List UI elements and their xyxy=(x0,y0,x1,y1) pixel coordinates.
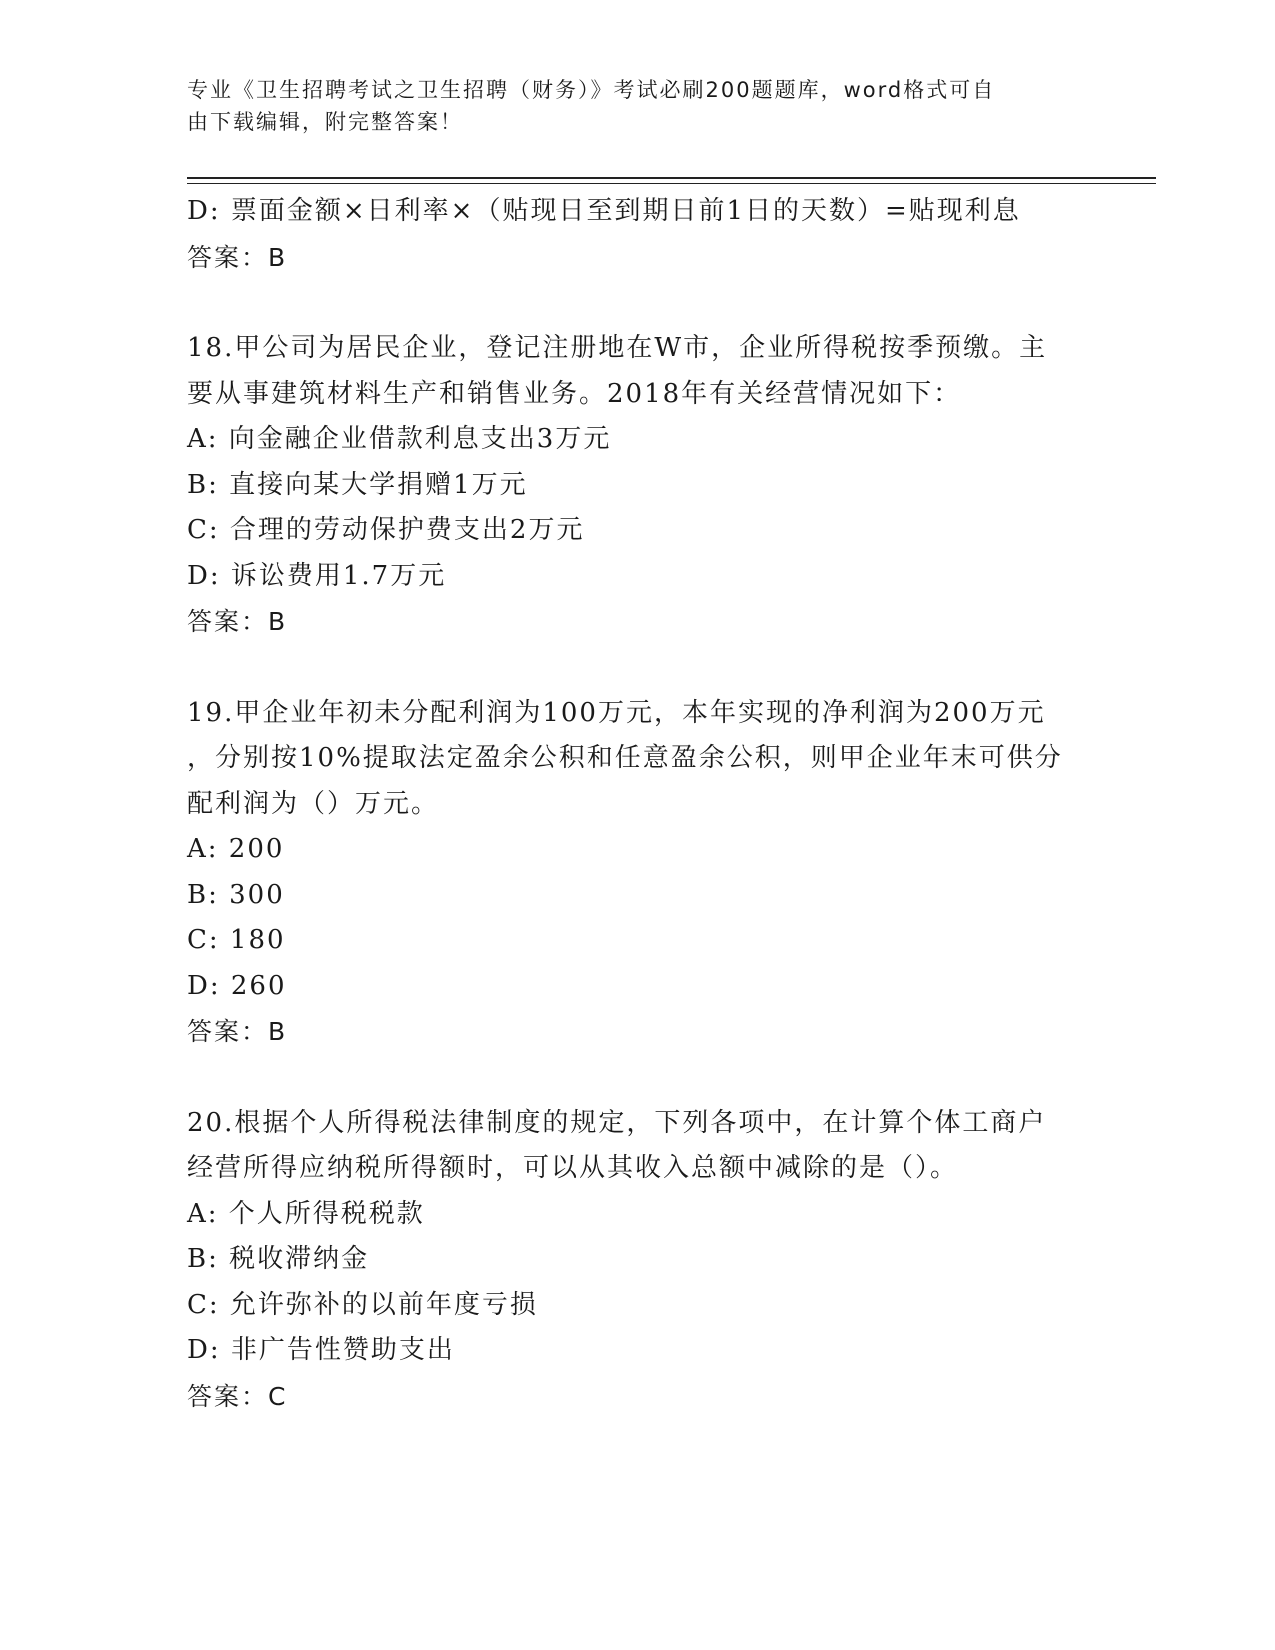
spacer xyxy=(187,280,1087,326)
question-19 xyxy=(187,691,1087,1055)
question-text: 配利润为（）万元。 xyxy=(187,788,440,819)
option-a: A: 200 xyxy=(187,834,285,864)
question-text: ，分别按10%提取法定盈余公积和任意盈余公积，则甲企业年末可供分 xyxy=(187,743,1063,773)
question-text: 经营所得应纳税所得额时，可以从其收入总额中减除的是（）。 xyxy=(187,1153,959,1183)
page-header xyxy=(187,74,1087,138)
document-body xyxy=(187,189,1087,1419)
option-d: D: 票面金额×日利率×（贴现日至到期日前1日的天数）=贴现利息 xyxy=(187,196,1021,226)
header-divider-thick xyxy=(187,177,1156,179)
option-d: D: 非广告性赞助支出 xyxy=(187,1335,455,1365)
option-b: B: 税收滞纳金 xyxy=(187,1244,370,1274)
question-18 xyxy=(187,326,1087,645)
header-divider-thin xyxy=(187,183,1156,184)
question-20 xyxy=(187,1101,1087,1420)
answer: 答案：C xyxy=(187,1381,288,1411)
answer: 答案：B xyxy=(187,607,288,636)
option-b: B: 300 xyxy=(187,879,285,910)
option-a: A: 向金融企业借款利息支出3万元 xyxy=(187,424,612,454)
answer: 答案：B xyxy=(187,1017,288,1046)
header-line-1: 专业《卫生招聘考试之卫生招聘（财务）》考试必刷200题题库，word格式可自 xyxy=(187,78,996,102)
option-d: D: 诉讼费用1.7万元 xyxy=(187,560,447,591)
question-text: 19.甲企业年初未分配利润为100万元，本年实现的净利润为200万元 xyxy=(187,697,1046,728)
option-a: A: 个人所得税税款 xyxy=(187,1198,425,1229)
question-text: 要从事建筑材料生产和销售业务。2018年有关经营情况如下： xyxy=(187,378,962,409)
answer: 答案：B xyxy=(187,242,288,272)
question-text: 20.根据个人所得税法律制度的规定，下列各项中，在计算个体工商户 xyxy=(187,1107,1047,1138)
spacer xyxy=(187,645,1087,691)
question-text: 18.甲公司为居民企业，登记注册地在W市，企业所得税按季预缴。主 xyxy=(187,333,1048,363)
header-line-2: 由下载编辑，附完整答案！ xyxy=(187,110,463,134)
option-b: B: 直接向某大学捐赠1万元 xyxy=(187,469,528,500)
option-c: C: 允许弥补的以前年度亏损 xyxy=(187,1289,538,1320)
spacer xyxy=(187,1055,1087,1101)
option-c: C: 合理的劳动保护费支出2万元 xyxy=(187,515,585,545)
question-17-tail xyxy=(187,189,1087,280)
option-c: C: 180 xyxy=(187,925,286,955)
option-d: D: 260 xyxy=(187,970,287,1001)
